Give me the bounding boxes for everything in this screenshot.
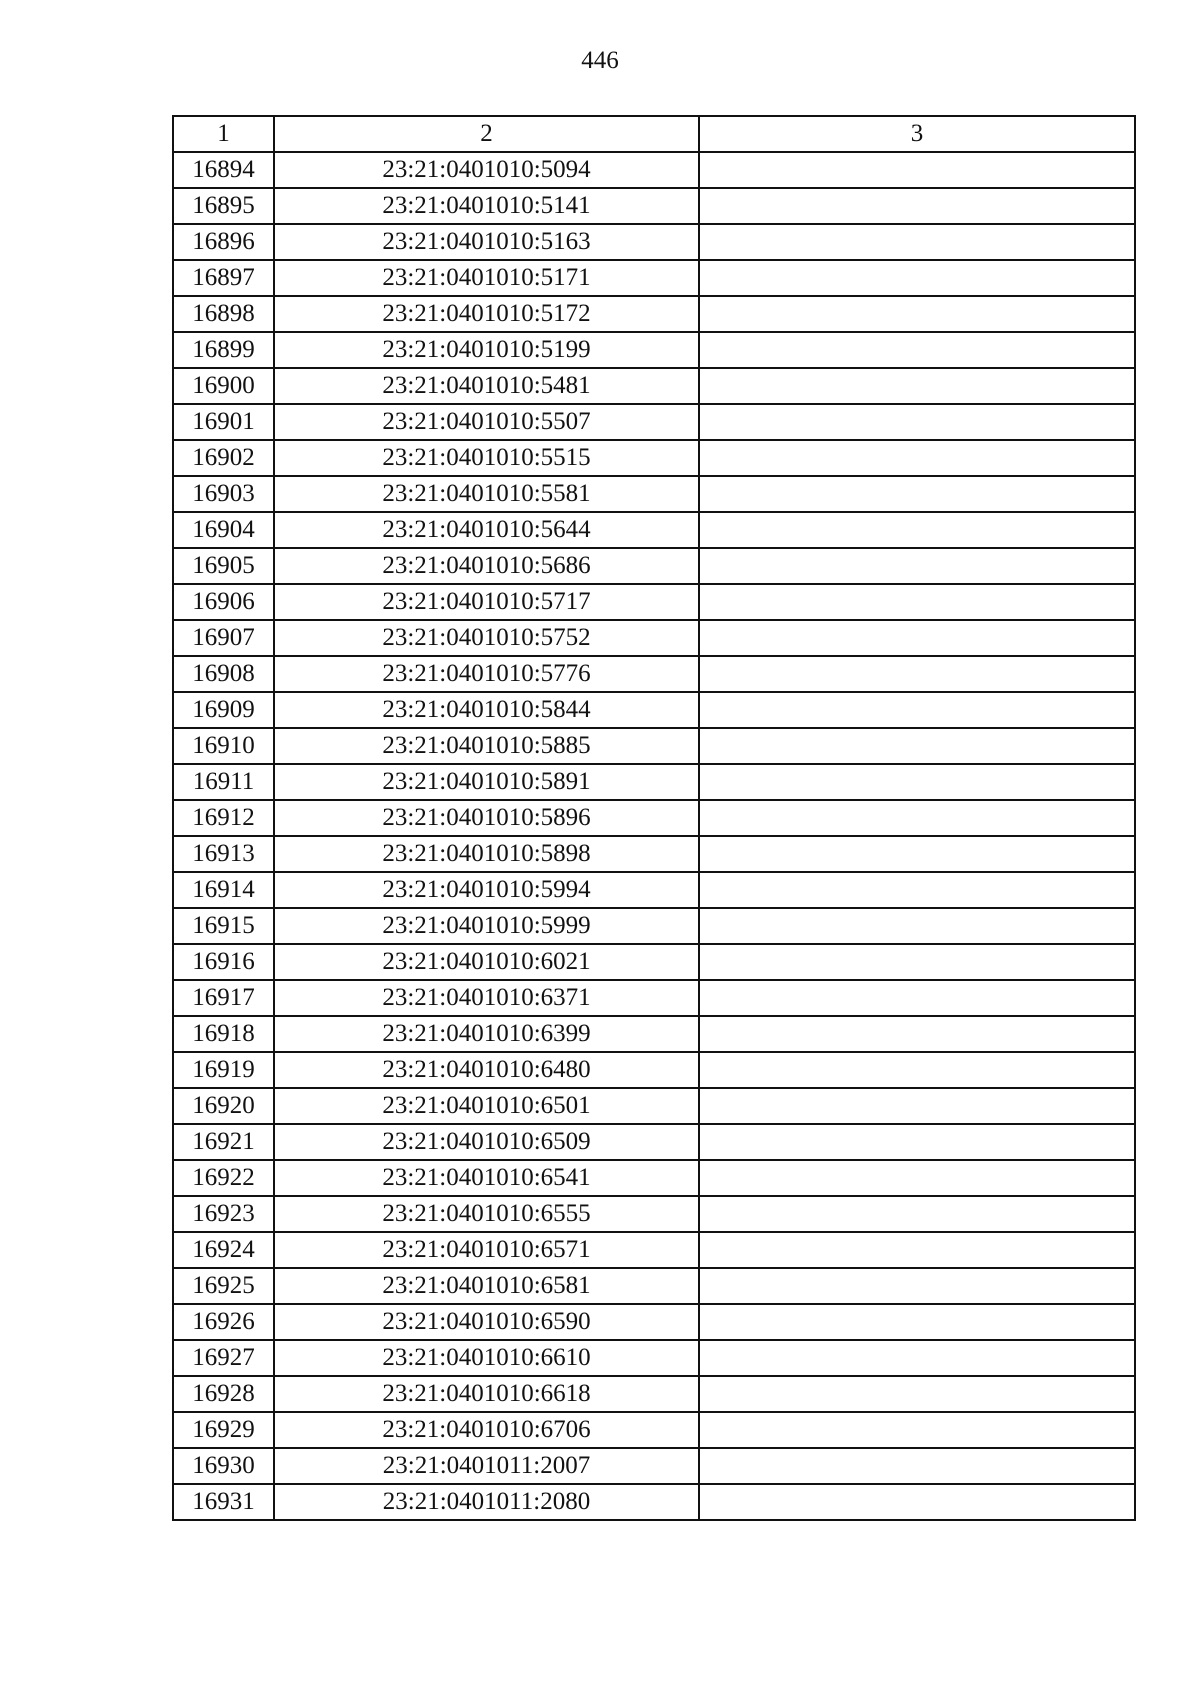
- cadastral-number-cell: 23:21:0401010:5717: [274, 584, 699, 620]
- note-cell: [699, 692, 1135, 728]
- table-row: [173, 1412, 1135, 1448]
- note-cell: [699, 512, 1135, 548]
- cadastral-number-cell: 23:21:0401010:5644: [274, 512, 699, 548]
- column-header-3: 3: [699, 116, 1135, 152]
- cadastral-number-cell: 23:21:0401010:6581: [274, 1268, 699, 1304]
- row-number-cell: 16916: [173, 944, 274, 980]
- note-cell: [699, 440, 1135, 476]
- note-cell: [699, 1376, 1135, 1412]
- table-row: [173, 1484, 1135, 1520]
- row-number-cell: 16913: [173, 836, 274, 872]
- note-cell: [699, 332, 1135, 368]
- row-number-cell: 16908: [173, 656, 274, 692]
- row-number-cell: 16911: [173, 764, 274, 800]
- row-number-cell: 16897: [173, 260, 274, 296]
- row-number-cell: 16898: [173, 296, 274, 332]
- row-number-cell: 16899: [173, 332, 274, 368]
- cadastral-number-cell: 23:21:0401010:6571: [274, 1232, 699, 1268]
- column-header-1: 1: [173, 116, 274, 152]
- note-cell: [699, 1016, 1135, 1052]
- cadastral-number-cell: 23:21:0401010:6021: [274, 944, 699, 980]
- row-number-cell: 16928: [173, 1376, 274, 1412]
- row-number-cell: 16914: [173, 872, 274, 908]
- row-number-cell: 16931: [173, 1484, 274, 1520]
- table-row: [173, 1340, 1135, 1376]
- row-number-cell: 16912: [173, 800, 274, 836]
- row-number-cell: 16917: [173, 980, 274, 1016]
- table-row: [173, 620, 1135, 656]
- cadastral-number-cell: 23:21:0401010:5199: [274, 332, 699, 368]
- table-row: [173, 152, 1135, 188]
- note-cell: [699, 1304, 1135, 1340]
- row-number-cell: 16920: [173, 1088, 274, 1124]
- row-number-cell: 16909: [173, 692, 274, 728]
- row-number-cell: 16901: [173, 404, 274, 440]
- cadastral-number-cell: 23:21:0401011:2080: [274, 1484, 699, 1520]
- cadastral-number-cell: 23:21:0401010:5844: [274, 692, 699, 728]
- row-number-cell: 16925: [173, 1268, 274, 1304]
- row-number-cell: 16906: [173, 584, 274, 620]
- note-cell: [699, 1196, 1135, 1232]
- row-number-cell: 16922: [173, 1160, 274, 1196]
- cadastral-number-cell: 23:21:0401010:6555: [274, 1196, 699, 1232]
- row-number-cell: 16930: [173, 1448, 274, 1484]
- table-row: [173, 728, 1135, 764]
- cadastral-number-cell: 23:21:0401010:5163: [274, 224, 699, 260]
- table-row: [173, 368, 1135, 404]
- table-row: [173, 800, 1135, 836]
- table-row: [173, 1304, 1135, 1340]
- page-number: 446: [581, 47, 619, 74]
- row-number-cell: 16921: [173, 1124, 274, 1160]
- note-cell: [699, 152, 1135, 188]
- note-cell: [699, 476, 1135, 512]
- cadastral-number-cell: 23:21:0401010:5776: [274, 656, 699, 692]
- note-cell: [699, 1232, 1135, 1268]
- row-number-cell: 16904: [173, 512, 274, 548]
- table-row: [173, 980, 1135, 1016]
- cadastral-number-cell: 23:21:0401010:5094: [274, 152, 699, 188]
- table-row: [173, 224, 1135, 260]
- note-cell: [699, 368, 1135, 404]
- note-cell: [699, 224, 1135, 260]
- row-number-cell: 16896: [173, 224, 274, 260]
- note-cell: [699, 620, 1135, 656]
- cadastral-number-cell: 23:21:0401010:6501: [274, 1088, 699, 1124]
- note-cell: [699, 188, 1135, 224]
- cadastral-number-cell: 23:21:0401010:6480: [274, 1052, 699, 1088]
- cadastral-number-cell: 23:21:0401010:5898: [274, 836, 699, 872]
- row-number-cell: 16919: [173, 1052, 274, 1088]
- cadastral-number-cell: 23:21:0401010:6371: [274, 980, 699, 1016]
- row-number-cell: 16894: [173, 152, 274, 188]
- cadastral-number-cell: 23:21:0401010:6706: [274, 1412, 699, 1448]
- cadastral-number-cell: 23:21:0401010:5172: [274, 296, 699, 332]
- cadastral-number-cell: 23:21:0401010:5891: [274, 764, 699, 800]
- row-number-cell: 16895: [173, 188, 274, 224]
- note-cell: [699, 1484, 1135, 1520]
- row-number-cell: 16929: [173, 1412, 274, 1448]
- cadastral-number-cell: 23:21:0401010:5171: [274, 260, 699, 296]
- note-cell: [699, 260, 1135, 296]
- note-cell: [699, 836, 1135, 872]
- table-row: [173, 1268, 1135, 1304]
- table-header-row: [173, 116, 1135, 152]
- cadastral-number-cell: 23:21:0401010:5994: [274, 872, 699, 908]
- row-number-cell: 16927: [173, 1340, 274, 1376]
- note-cell: [699, 944, 1135, 980]
- row-number-cell: 16907: [173, 620, 274, 656]
- table-row: [173, 332, 1135, 368]
- note-cell: [699, 1088, 1135, 1124]
- cadastral-number-cell: 23:21:0401010:5896: [274, 800, 699, 836]
- note-cell: [699, 296, 1135, 332]
- row-number-cell: 16910: [173, 728, 274, 764]
- note-cell: [699, 1160, 1135, 1196]
- cadastral-number-cell: 23:21:0401010:5515: [274, 440, 699, 476]
- row-number-cell: 16918: [173, 1016, 274, 1052]
- note-cell: [699, 764, 1135, 800]
- cadastral-number-cell: 23:21:0401010:5999: [274, 908, 699, 944]
- cadastral-number-cell: 23:21:0401010:5507: [274, 404, 699, 440]
- cadastral-number-cell: 23:21:0401010:6610: [274, 1340, 699, 1376]
- table-row: [173, 584, 1135, 620]
- table-row: [173, 260, 1135, 296]
- table-row: [173, 656, 1135, 692]
- note-cell: [699, 656, 1135, 692]
- cadastral-number-cell: 23:21:0401011:2007: [274, 1448, 699, 1484]
- table-row: [173, 1124, 1135, 1160]
- note-cell: [699, 1124, 1135, 1160]
- table-row: [173, 404, 1135, 440]
- table-row: [173, 1052, 1135, 1088]
- cadastral-number-cell: 23:21:0401010:5581: [274, 476, 699, 512]
- table-row: [173, 944, 1135, 980]
- row-number-cell: 16915: [173, 908, 274, 944]
- row-number-cell: 16905: [173, 548, 274, 584]
- table-body: [173, 152, 1135, 1520]
- cadastral-number-cell: 23:21:0401010:6509: [274, 1124, 699, 1160]
- note-cell: [699, 1448, 1135, 1484]
- cadastral-number-cell: 23:21:0401010:5141: [274, 188, 699, 224]
- note-cell: [699, 1052, 1135, 1088]
- table-row: [173, 872, 1135, 908]
- table-row: [173, 1376, 1135, 1412]
- note-cell: [699, 1268, 1135, 1304]
- table-row: [173, 1016, 1135, 1052]
- note-cell: [699, 1412, 1135, 1448]
- table-row: [173, 908, 1135, 944]
- register-table: [172, 115, 1136, 1521]
- table-row: [173, 692, 1135, 728]
- cadastral-number-cell: 23:21:0401010:5752: [274, 620, 699, 656]
- note-cell: [699, 584, 1135, 620]
- cadastral-number-cell: 23:21:0401010:6541: [274, 1160, 699, 1196]
- cadastral-number-cell: 23:21:0401010:5686: [274, 548, 699, 584]
- note-cell: [699, 872, 1135, 908]
- table-row: [173, 512, 1135, 548]
- row-number-cell: 16924: [173, 1232, 274, 1268]
- table-row: [173, 188, 1135, 224]
- table-row: [173, 476, 1135, 512]
- table-row: [173, 1088, 1135, 1124]
- cadastral-number-cell: 23:21:0401010:6399: [274, 1016, 699, 1052]
- table-row: [173, 548, 1135, 584]
- note-cell: [699, 1340, 1135, 1376]
- table-row: [173, 1196, 1135, 1232]
- column-header-2: 2: [274, 116, 699, 152]
- row-number-cell: 16902: [173, 440, 274, 476]
- table-row: [173, 1232, 1135, 1268]
- row-number-cell: 16903: [173, 476, 274, 512]
- cadastral-number-cell: 23:21:0401010:6618: [274, 1376, 699, 1412]
- table-row: [173, 1448, 1135, 1484]
- note-cell: [699, 548, 1135, 584]
- table-row: [173, 764, 1135, 800]
- table-row: [173, 296, 1135, 332]
- cadastral-number-cell: 23:21:0401010:5481: [274, 368, 699, 404]
- cadastral-number-cell: 23:21:0401010:6590: [274, 1304, 699, 1340]
- table-row: [173, 1160, 1135, 1196]
- cadastral-number-cell: 23:21:0401010:5885: [274, 728, 699, 764]
- note-cell: [699, 980, 1135, 1016]
- note-cell: [699, 908, 1135, 944]
- table-row: [173, 836, 1135, 872]
- note-cell: [699, 404, 1135, 440]
- row-number-cell: 16900: [173, 368, 274, 404]
- table-row: [173, 440, 1135, 476]
- row-number-cell: 16923: [173, 1196, 274, 1232]
- row-number-cell: 16926: [173, 1304, 274, 1340]
- note-cell: [699, 800, 1135, 836]
- note-cell: [699, 728, 1135, 764]
